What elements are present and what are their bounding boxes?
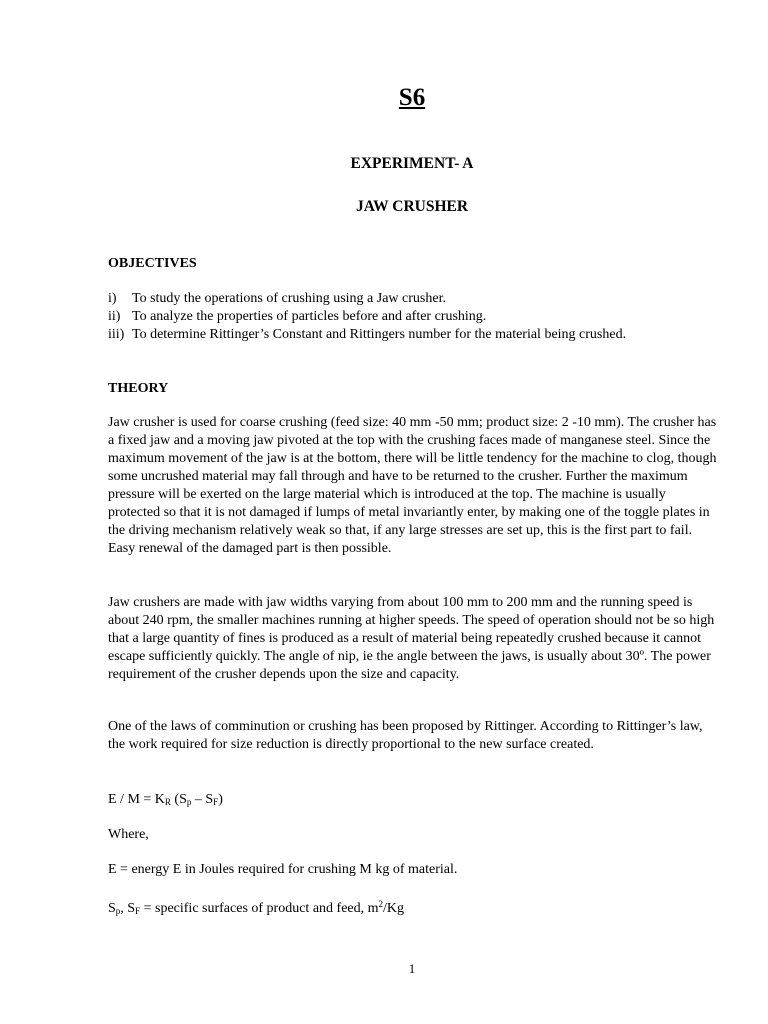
objectives-heading: OBJECTIVES	[108, 256, 197, 271]
rittinger-equation: $E / M = K_R$ $(S_p - S_F)$	[108, 792, 223, 807]
objective-number: i)	[108, 291, 117, 306]
objective-number: ii)	[108, 309, 121, 324]
document-code: S6	[398, 84, 426, 111]
theory-paragraph-1: Jaw crusher is used for coarse crushing (feed size: 40 mm -50 mm; product size: 2 -10 mm). The crusher has a fixed jaw and a moving jaw pivoted at the top with the crushing faces made of manganese steel. Since the maximum movement of the jaw is at the bottom, there will be little tendency for the machine to clog, though some uncrushed material may fall through and have to be returned to the crusher. Further the maximum pressure will be exerted on the large material which is introduced at the top. The machine is usually protected so that it is not damaged if lumps of metal invariantly enter, by making one of the toggle plates in the driving mechanism relatively weak so that, if any large stresses are set up, this is the first part to fail. Easy renewal of the damaged part is then possible.	[108, 415, 717, 556]
theory-paragraph-2: Jaw crushers are made with jaw widths varying from about 100 mm to 200 mm and the running speed is about 240 rpm, the smaller machines running at higher speeds. The speed of operation should not be so high that a large quantity of fines is produced as a result of material being repeatedly crushed because it cannot escape sufficiently quickly. The angle of nip, ie the angle between the jaws, is usually about 30º. The power requirement of the crusher depends upon the size and capacity.	[108, 595, 715, 682]
where-label: Where,	[108, 827, 149, 842]
objective-number: iii)	[108, 327, 125, 342]
surface-definition: $S_p$, $S_F$ = specific surfaces of product and feed, $m^2/Kg$	[108, 899, 405, 916]
theory-heading: THEORY	[108, 381, 169, 396]
page-number: 1	[408, 961, 416, 976]
objective-text: To analyze the properties of particles before and after crushing.	[132, 309, 487, 324]
objective-text: To determine Rittinger’s Constant and Rittingers number for the material being crushed.	[132, 327, 627, 342]
objective-item	[108, 309, 486, 325]
experiment-label: EXPERIMENT- A	[350, 155, 474, 172]
objective-item	[108, 327, 626, 343]
page-title: JAW CRUSHER	[355, 198, 469, 215]
theory-paragraph-3: One of the laws of comminution or crushing has been proposed by Rittinger. According to Rittinger’s law, the work required for size reduction is directly proportional to the new surface created.	[108, 719, 703, 752]
objective-item	[108, 291, 446, 307]
objective-text: To study the operations of crushing using a Jaw crusher.	[132, 291, 446, 306]
energy-definition: E = energy E in Joules required for crushing M kg of material.	[108, 862, 458, 877]
